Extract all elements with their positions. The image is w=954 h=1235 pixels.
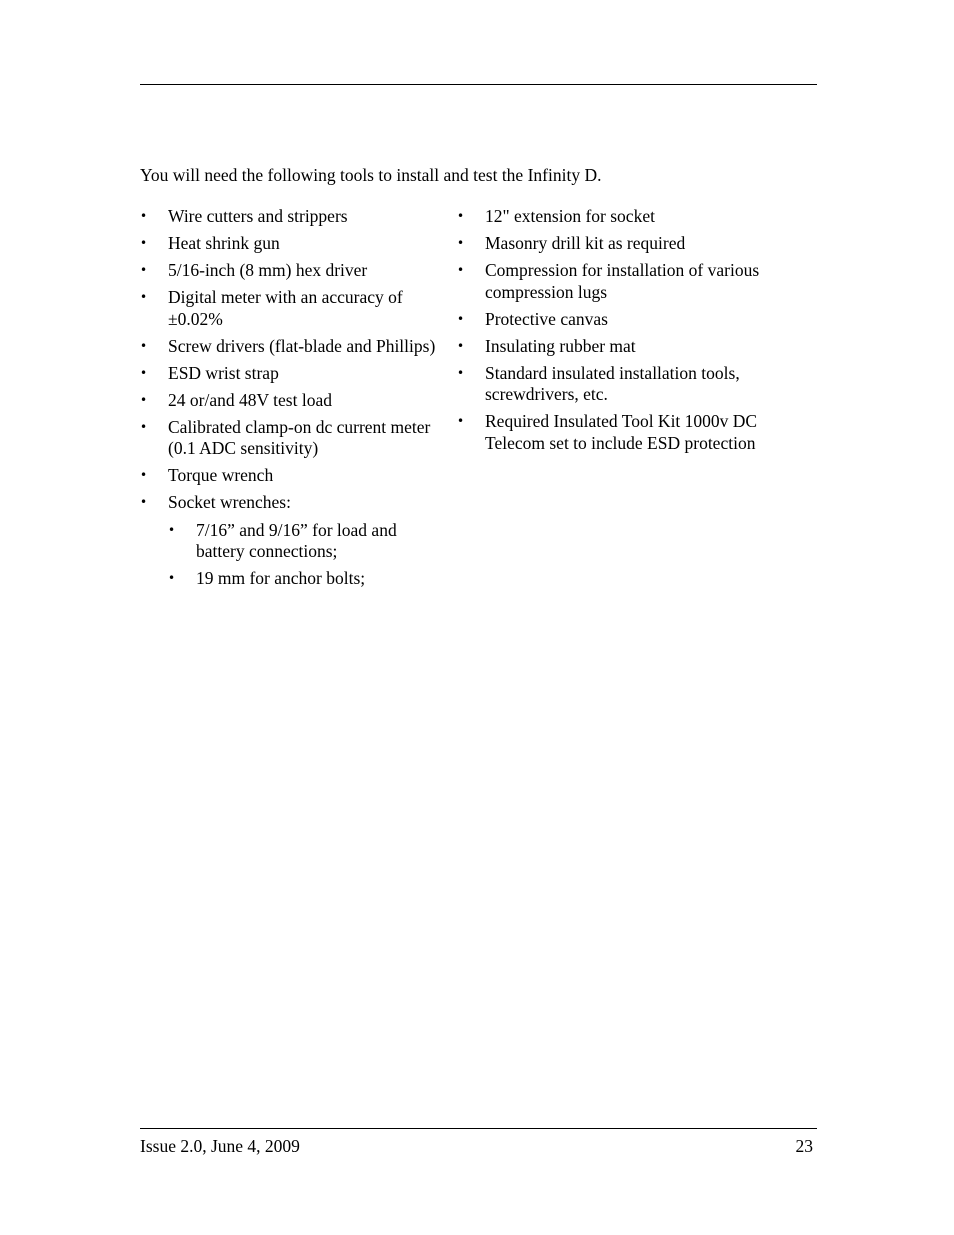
- header-rule: [140, 84, 817, 85]
- footer-issue-date: Issue 2.0, June 4, 2009: [140, 1136, 300, 1156]
- list-item-text: Masonry drill kit as required: [485, 233, 686, 253]
- list-item: [140, 336, 440, 358]
- list-item-text: Torque wrench: [168, 465, 274, 485]
- list-item-text: Socket wrenches:: [168, 492, 291, 512]
- list-item: [140, 260, 440, 282]
- bullet-icon: •: [140, 290, 148, 304]
- bullet-icon: •: [168, 571, 176, 585]
- bullet-icon: •: [140, 365, 148, 380]
- list-item: [457, 260, 777, 303]
- list-item-text: Protective canvas: [485, 308, 608, 329]
- bullet-icon: •: [140, 209, 148, 223]
- list-item: [457, 206, 777, 228]
- footer-rule: [140, 1128, 817, 1129]
- bullet-icon: •: [140, 236, 148, 250]
- bullet-icon: •: [140, 263, 148, 277]
- list-item-text: Screw drivers (flat-blade and Phillips): [168, 335, 436, 356]
- list-item-text: ESD wrist strap: [168, 362, 279, 383]
- list-item: [140, 390, 440, 412]
- bullet-icon: •: [457, 236, 465, 250]
- list-item: [457, 233, 777, 255]
- bullet-icon: •: [457, 365, 465, 380]
- list-item-text: 24 or/and 48V test load: [168, 389, 332, 410]
- intro-text: You will need the following tools to install and test the Infinity D.: [140, 165, 602, 185]
- bullet-icon: •: [140, 338, 148, 353]
- bullet-icon: •: [140, 419, 148, 434]
- list-item: [140, 233, 440, 255]
- list-item: [140, 465, 440, 487]
- list-item: [140, 287, 440, 330]
- tools-list-right: [457, 206, 777, 460]
- list-item-text: Wire cutters and strippers: [168, 206, 348, 226]
- list-item: [457, 411, 777, 454]
- bullet-icon: •: [140, 468, 148, 482]
- list-item-text: 7/16” and 9/16” for load and battery connections;: [196, 519, 397, 561]
- bullet-icon: •: [457, 209, 465, 223]
- list-item-text: Standard insulated installation tools, screwdrivers, etc.: [485, 362, 740, 404]
- list-item-text: 19 mm for anchor bolts;: [196, 568, 366, 588]
- list-item: [140, 417, 440, 460]
- list-item: [457, 363, 777, 406]
- footer-page-number: 23: [795, 1136, 813, 1156]
- list-item: [457, 309, 777, 331]
- bullet-icon: •: [168, 522, 176, 537]
- bullet-icon: •: [457, 263, 465, 277]
- bullet-icon: •: [457, 311, 465, 326]
- list-item-text: 12" extension for socket: [485, 206, 655, 226]
- list-item-text: Heat shrink gun: [168, 233, 280, 253]
- list-item-text: Insulating rubber mat: [485, 335, 636, 356]
- sub-list-item: [168, 520, 440, 563]
- socket-wrench-sub-list: [168, 520, 440, 590]
- list-item-text: 5/16-inch (8 mm) hex driver: [168, 260, 368, 280]
- list-item: [140, 363, 440, 385]
- tools-list-left: [140, 206, 440, 595]
- list-item-text: Digital meter with an accuracy of ±0.02%: [168, 287, 403, 329]
- bullet-icon: •: [140, 392, 148, 407]
- list-item: [457, 336, 777, 358]
- bullet-icon: •: [457, 338, 465, 353]
- sub-list-item: [168, 568, 440, 590]
- bullet-icon: •: [457, 414, 465, 428]
- list-item: [140, 206, 440, 228]
- list-item-text: Required Insulated Tool Kit 1000v DC Telecom set to include ESD protection: [485, 411, 758, 453]
- list-item-text: Calibrated clamp-on dc current meter (0.1 ADC sensitivity): [168, 416, 431, 458]
- list-item-text: Compression for installation of various compression lugs: [485, 260, 760, 302]
- list-item: [140, 492, 440, 590]
- bullet-icon: •: [140, 495, 148, 509]
